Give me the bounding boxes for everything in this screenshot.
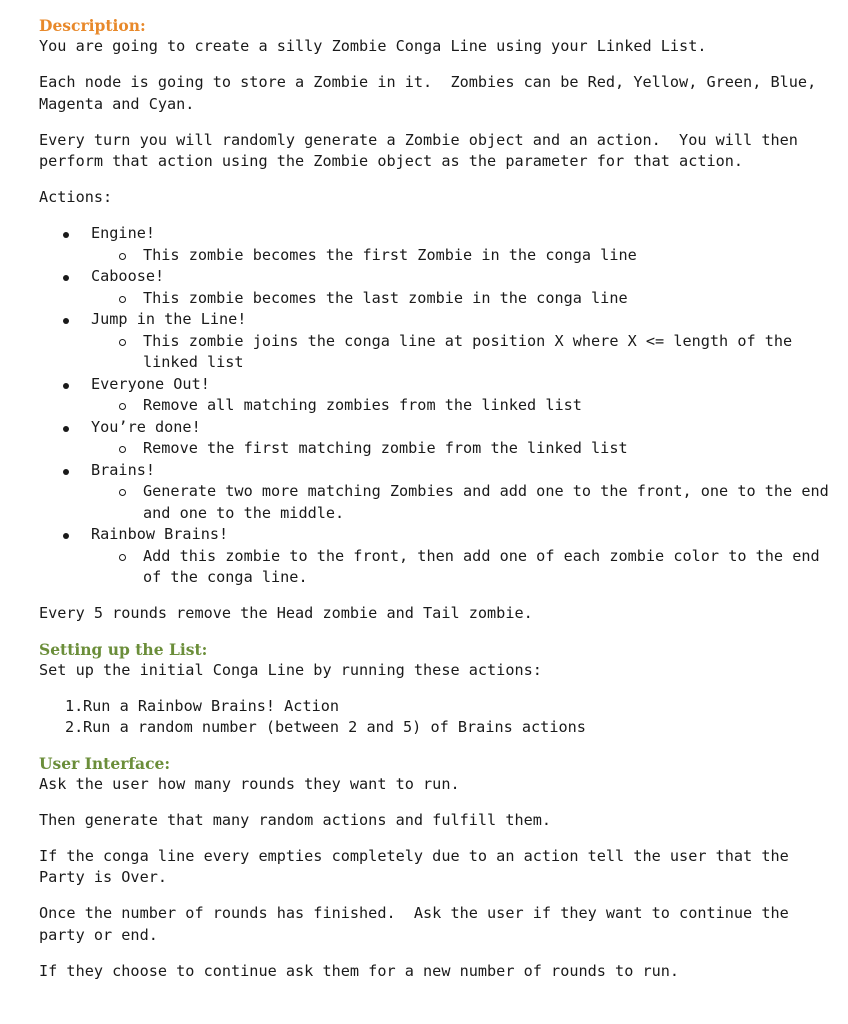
action-detail: This zombie becomes the first Zombie in the conga line (143, 245, 637, 264)
zombie-colors-paragraph: Each node is going to store a Zombie in it. Zombies can be Red, Yellow, Green, Blue, Magenta and Cyan. (39, 73, 826, 113)
action-detail: This zombie becomes the last zombie in the conga line (143, 288, 628, 307)
assignment-document (39, 15, 829, 997)
circle-bullet-icon (119, 253, 126, 260)
action-detail-item (91, 438, 829, 460)
bullet-icon (63, 275, 69, 281)
circle-bullet-icon (119, 489, 126, 496)
setup-step (39, 696, 829, 718)
action-detail-item (91, 288, 829, 310)
action-detail-item (91, 245, 829, 267)
bullet-icon (63, 533, 69, 539)
action-name: Jump in the Line! (91, 310, 247, 328)
action-detail: Remove the first matching zombie from the linked list (143, 439, 628, 457)
description-intro: You are going to create a silly Zombie Conga Line using your Linked List. (39, 37, 707, 55)
setup-steps-list (39, 696, 829, 739)
ui-paragraph-party-over: If the conga line every empties completely due to an action tell the user that the Party is Over. (39, 846, 789, 886)
action-name: You’re done! (91, 417, 201, 436)
circle-bullet-icon (119, 403, 126, 410)
setup-heading: Setting up the List: (39, 639, 208, 659)
ui-paragraph-new-rounds: If they choose to continue ask them for a new number of rounds to run. (39, 961, 680, 980)
description-heading: Description: (39, 16, 146, 35)
circle-bullet-icon (119, 296, 126, 303)
bullet-icon (63, 318, 69, 324)
action-name: Brains! (91, 460, 156, 479)
actions-list (39, 223, 829, 589)
action-name: Engine! (91, 224, 156, 242)
action-detail: Generate two more matching Zombies and add one to the front, one to the end and one to the middle. (143, 482, 829, 522)
action-detail: Add this zombie to the front, then add one of each zombie color to the end of the conga line. (143, 546, 820, 586)
action-detail-item (91, 395, 829, 417)
setup-intro: Set up the initial Conga Line by running these actions: (39, 660, 542, 679)
setup-step (39, 717, 829, 739)
circle-bullet-icon (119, 554, 126, 561)
turn-paragraph: Every turn you will randomly generate a Zombie object and an action. You will then perform that action using the Zombie object as the parameter for that action. (39, 130, 808, 170)
action-item (39, 460, 829, 525)
action-item (39, 266, 829, 309)
user-interface-heading: User Interface: (39, 753, 171, 773)
action-detail: Remove all matching zombies from the linked list (143, 396, 582, 414)
ui-paragraph-rounds: Ask the user how many rounds they want to run. (39, 774, 460, 793)
bullet-icon (63, 426, 69, 432)
action-item (39, 524, 829, 589)
bullet-icon (63, 469, 69, 475)
actions-label: Actions: (39, 188, 113, 206)
action-detail-item (91, 481, 829, 524)
step-text: Run a Rainbow Brains! Action (83, 696, 340, 715)
action-detail-item (91, 331, 829, 374)
action-item (39, 374, 829, 417)
action-item (39, 309, 829, 374)
step-text: Run a random number (between 2 and 5) of Brains actions (83, 718, 586, 736)
action-detail-item (91, 546, 829, 589)
action-item (39, 223, 829, 266)
circle-bullet-icon (119, 339, 126, 346)
ui-paragraph-continue: Once the number of rounds has finished. Ask the user if they want to continue the party or end. (39, 904, 798, 944)
action-name: Everyone Out! (91, 374, 210, 393)
step-number: 2. (65, 718, 84, 736)
bullet-icon (63, 232, 69, 238)
step-number: 1. (65, 696, 84, 715)
bullet-icon (63, 383, 69, 389)
action-detail: This zombie joins the conga line at position X where X <= length of the linked list (143, 331, 793, 371)
action-item (39, 417, 829, 460)
action-name: Caboose! (91, 267, 165, 285)
every-5-rounds-paragraph: Every 5 rounds remove the Head zombie and Tail zombie. (39, 603, 533, 622)
circle-bullet-icon (119, 446, 126, 453)
action-name: Rainbow Brains! (91, 525, 229, 543)
ui-paragraph-generate: Then generate that many random actions and fulfill them. (39, 810, 552, 829)
